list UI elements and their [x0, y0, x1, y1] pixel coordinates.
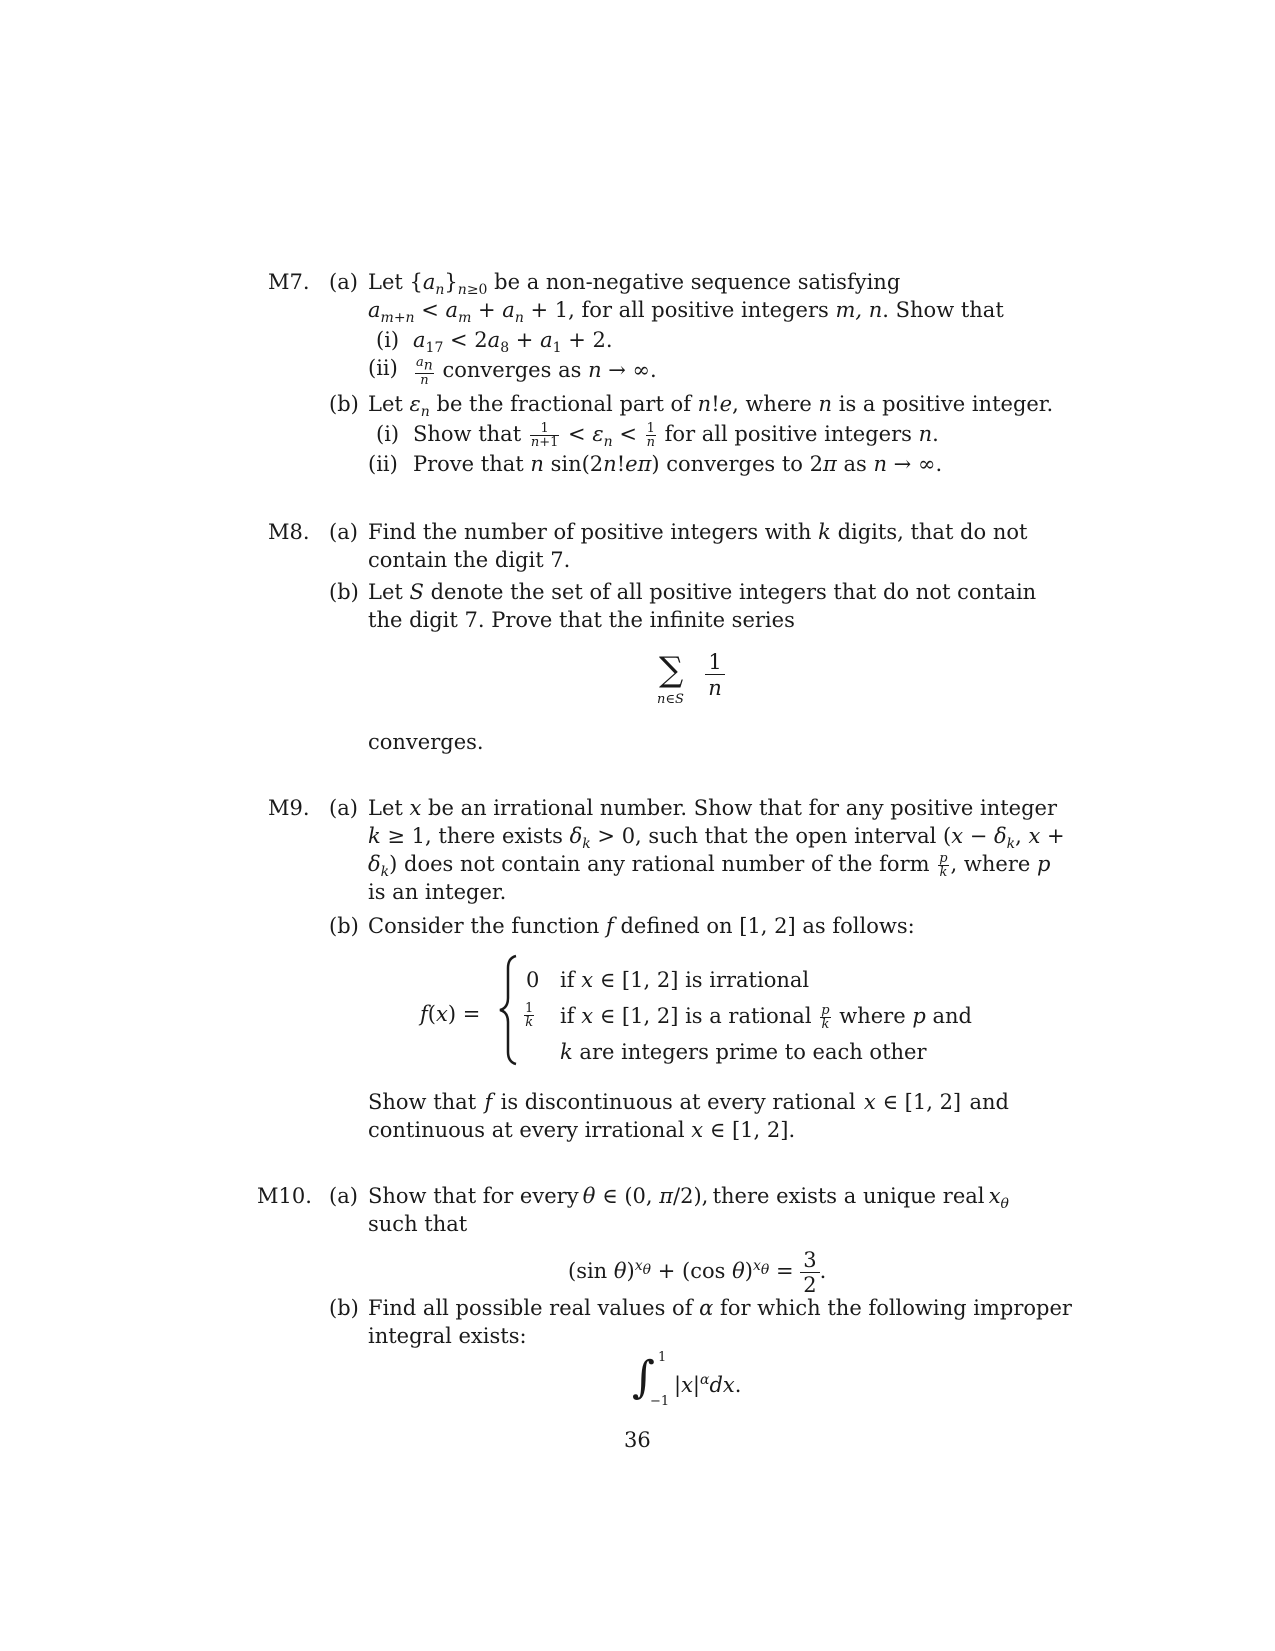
- part-label-b: (b): [329, 914, 359, 938]
- part-label-a: (a): [329, 270, 358, 294]
- m9-a-line4: is an integer.: [368, 880, 507, 904]
- m7-b-text2: where: [745, 392, 812, 416]
- m7-bii-text2: converges to: [666, 452, 803, 476]
- m7-bii-text1: Prove that: [413, 452, 524, 476]
- page-number: 36: [624, 1428, 651, 1452]
- m9-a-text1a: Let: [368, 796, 403, 820]
- m9-a-line3: $\delta_k$) does not contain any rational number of the form $\frac{p}{k}$ , where p: [368, 851, 1051, 881]
- part-label-a: (a): [329, 520, 358, 544]
- problem-label-m7: M7.: [268, 270, 310, 294]
- part-label-ii: (ii): [368, 452, 398, 476]
- m9-a-text2a: there exists: [438, 824, 563, 848]
- case2-condition: if x ∈ [1, 2] is a rational $\frac{p}{k}$ where p and: [560, 1003, 972, 1032]
- part-label-b: (b): [329, 580, 359, 604]
- m7-a-text2: for all positive integers: [581, 298, 829, 322]
- m8-a-text1b: digits, that do not: [837, 520, 1028, 544]
- case2-text1: is a rational: [685, 1004, 812, 1028]
- m8-b-line3: converges.: [368, 730, 484, 754]
- case3-text: are integers prime to each other: [579, 1040, 927, 1064]
- problem-label-m8: M8.: [268, 520, 310, 544]
- case1-if: if: [560, 968, 575, 992]
- m9-a-text3b: where: [963, 852, 1031, 876]
- part-label-b: (b): [329, 392, 359, 416]
- m7-bii-text3: as: [843, 452, 867, 476]
- m10-b-line2: integral exists:: [368, 1324, 527, 1348]
- m7-bi-text1: Show that: [413, 422, 522, 446]
- m10-b-line1: Find all possible real values of α for which the following improper: [368, 1296, 1072, 1320]
- m7-b-ii: Prove that n sin(2n!eπ) converges to 2π as n → ∞.: [413, 452, 943, 476]
- part-label-i: (i): [376, 328, 400, 352]
- m10-b-text1b: for which the following improper: [720, 1296, 1072, 1320]
- piecewise-lhs: f(x) =: [420, 1002, 481, 1026]
- part-label-i: (i): [376, 422, 400, 446]
- fraction-an-over-n: $\frac{a_n}{n}$: [416, 355, 433, 388]
- m7-b-line1: Let $\varepsilon_n$ be the fractional part of n!e, where n is a positive integer.: [368, 392, 1054, 421]
- m8-b-line1: Let S denote the set of all positive integers that do not contain: [368, 580, 1037, 604]
- m10-b-text1a: Find all possible real values of: [368, 1296, 693, 1320]
- m7-a-text3: Show that: [895, 298, 1004, 322]
- m9-a-text1b: be an irrational number. Show that for any positive integer: [428, 796, 1057, 820]
- case2-text2: where: [839, 1004, 906, 1028]
- part-label-a: (a): [329, 796, 358, 820]
- fraction-3-over-2: $\frac{3}{2}$: [800, 1248, 819, 1297]
- m9-a-line1: Let x be an irrational number. Show that for any positive integer: [368, 796, 1057, 820]
- m9-b-line1: Consider the function f defined on [1, 2] as follows:: [368, 914, 915, 938]
- m7-b-text1: be the fractional part of: [436, 392, 691, 416]
- m9-b-show1: Show that f is discontinuous at every rational x ∈ [1, 2] and: [368, 1090, 1009, 1114]
- m7-a-line1: Let $\{a_n\}_{n\ge 0}$ be a non-negative sequence satisfying: [368, 270, 901, 299]
- m9-a-line2: k ≥ 1, there exists $\delta_k > 0$, such that the open interval ($x - \delta_k$, x +: [368, 824, 1065, 853]
- problem-label-m10: M10.: [257, 1184, 312, 1208]
- left-brace: [498, 954, 520, 1066]
- part-label-ii: (ii): [368, 356, 398, 380]
- problem-label-m9: M9.: [268, 796, 310, 820]
- m8-b-text1b: denote the set of all positive integers that do not contain: [430, 580, 1037, 604]
- m10-a-text1b: there exists a unique real: [712, 1184, 985, 1208]
- case1-value: 0: [526, 968, 540, 992]
- m9-a-text3a: does not contain any rational number of the form: [404, 852, 930, 876]
- m8-a-line1: Find the number of positive integers with k digits, that do not: [368, 520, 1028, 544]
- m8-b-text1a: Let: [368, 580, 403, 604]
- m7-a-i: $a_{17} < 2a_8 + a_1 + 2$.: [413, 328, 613, 357]
- m10-a-line2: such that: [368, 1212, 468, 1236]
- fraction-1-over-k: $\frac{1}{k}$: [525, 1001, 534, 1030]
- m7-b-text3: is a positive integer.: [838, 392, 1054, 416]
- fraction-1-over-n-plus-1: $\frac{1}{n+1}$: [530, 421, 559, 450]
- m8-b-line2: the digit 7. Prove that the infinite series: [368, 608, 795, 632]
- m9-b-text1b: defined on [1, 2] as follows:: [620, 914, 915, 938]
- m9-s2-text: continuous at every irrational: [368, 1118, 685, 1142]
- case2-text3: and: [932, 1004, 972, 1028]
- m7-b-i: Show that $\frac{1}{n+1}$ < $\varepsilon_n$ < $\frac{1}{n}$ for all positive integers n.: [413, 421, 939, 451]
- m7-a-text1: be a non-negative sequence satisfying: [494, 270, 901, 294]
- m10-equation: (sin θ)$^{x_\theta}$ + (cos θ)$^{x_\theta}$ = $\frac{3}{2}$ .: [568, 1248, 827, 1297]
- m7-a-line2: $a_{m+n} < a_m + a_n + 1$, for all positive integers m, n. Show that: [368, 298, 1004, 327]
- part-label-b: (b): [329, 1296, 359, 1320]
- fraction-p-over-k: $\frac{p}{k}$: [821, 1003, 830, 1032]
- part-label-a: (a): [329, 1184, 358, 1208]
- m8-a-text1: Find the number of positive integers with: [368, 520, 812, 544]
- m10-a-text1a: Show that for every: [368, 1184, 579, 1208]
- case2-if: if: [560, 1004, 575, 1028]
- m9-s1-c: and: [969, 1090, 1009, 1114]
- m9-s1-b: is discontinuous at every rational: [500, 1090, 856, 1114]
- case2-value: [522, 1002, 536, 1029]
- m7-ii-text: converges as: [442, 357, 582, 382]
- m8-a-line2: contain the digit 7.: [368, 548, 571, 572]
- m9-a-text2b: such that the open interval: [648, 824, 937, 848]
- case1-text: is irrational: [685, 968, 810, 992]
- fraction-p-over-k: $\frac{p}{k}$: [939, 851, 948, 880]
- m7-bi-text2: for all positive integers: [664, 422, 912, 446]
- m9-b-show2: continuous at every irrational x ∈ [1, 2].: [368, 1118, 796, 1142]
- m9-b-text1a: Consider the function: [368, 914, 600, 938]
- case1-condition: if x ∈ [1, 2] is irrational: [560, 968, 810, 992]
- integral-expression: ∫ 1 −1 $|x|^\alpha dx$.: [632, 1350, 742, 1409]
- series-sum-over-S: ∑ n∈S 1 n: [655, 650, 735, 715]
- m10-a-line1: Show that for every θ ∈ (0, π/2), there exists a unique real $x_\theta$: [368, 1184, 1009, 1216]
- case3-condition: k are integers prime to each other: [560, 1040, 927, 1064]
- m7-a-ii: $\frac{a_n}{n}$ converges as n → ∞.: [416, 355, 657, 388]
- fraction-1-over-n: $\frac{1}{n}$: [646, 421, 655, 450]
- m9-s1-a: Show that: [368, 1090, 477, 1114]
